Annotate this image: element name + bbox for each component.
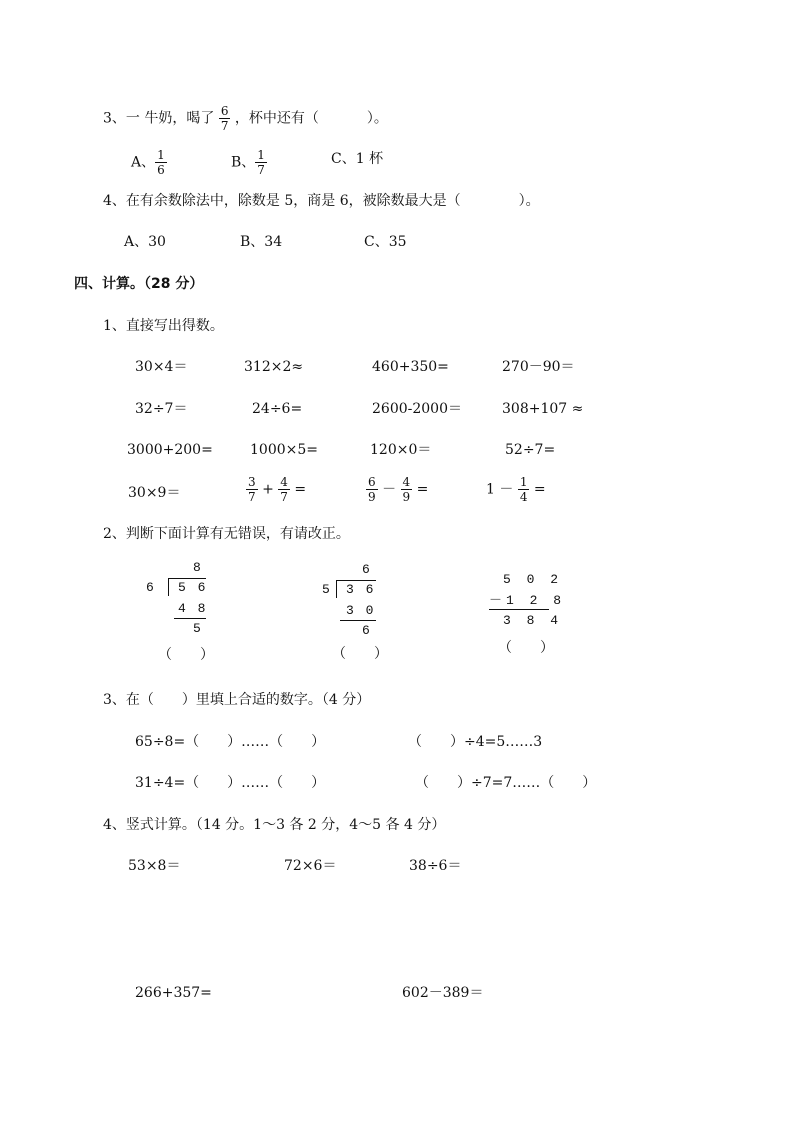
div2-divisor: 5	[322, 582, 332, 597]
calc-r4-c2: $\frac{3}{7}$ + $\frac{4}{7}$ =	[248, 475, 307, 504]
question-3-option-b: B、 $\frac{1}{7}$	[231, 148, 265, 177]
sub-result: 3 8 4	[503, 613, 563, 628]
part-2-title: 2、判断下面计算有无错误，有请改正。	[103, 526, 350, 542]
calc-r2-c3: 2600-2000＝	[372, 401, 462, 417]
vertical-calc-5: 602－389＝	[402, 985, 484, 1001]
calc-r2-c2: 24÷6=	[252, 401, 303, 417]
calc-r3-c4: 52÷7=	[505, 442, 556, 458]
calc-r4-c1: 30×9＝	[128, 485, 181, 501]
question-4-option-a: A、30	[124, 234, 166, 250]
question-3-stem	[103, 104, 388, 133]
vertical-calc-2: 72×6＝	[284, 858, 337, 874]
part-4-title: 4、竖式计算。（14 分。1～3 各 2 分，4～5 各 4 分）	[103, 817, 446, 833]
question-4-option-b: B、34	[240, 234, 283, 250]
vertical-calc-3: 38÷6＝	[409, 858, 462, 874]
vertical-calc-1: 53×8＝	[128, 858, 181, 874]
part-3-title: 3、在（ ）里填上合适的数字。（4 分）	[103, 692, 371, 708]
calc-r4-c4: 1 － $\frac{1}{4}$ =	[486, 475, 546, 504]
fill-row-2-right[interactable]: （ ）÷7=7……（ ）	[415, 775, 597, 791]
part-1-title: 1、直接写出得数。	[103, 318, 224, 334]
calc-r3-c1: 3000+200=	[127, 442, 213, 458]
div2-dividend: 3 6	[346, 582, 376, 597]
div1-underline	[174, 618, 206, 619]
question-3-option-c: C、1 杯	[331, 151, 384, 167]
calc-r3-c2: 1000×5=	[250, 442, 318, 458]
div1-remainder: 5	[193, 621, 203, 636]
div2-product: 3 0	[346, 603, 376, 618]
calc-r2-c4: 308+107 ≈	[502, 401, 584, 417]
question-3-text-b: ，杯中还有（	[234, 110, 319, 127]
question-3-text-c: ）。	[366, 110, 388, 127]
question-4-stem: 4、在有余数除法中，除数是 5，商是 6，被除数最大是（ ）。	[103, 193, 540, 209]
section-4-title: 四、计算。（28 分）	[74, 276, 204, 292]
calc-r2-c1: 32÷7＝	[135, 401, 188, 417]
div2-bracket	[336, 580, 337, 598]
fill-row-1-left[interactable]: 65÷8=（ ）……（ ）	[135, 734, 326, 750]
calc-r1-c2: 312×2≈	[244, 359, 304, 375]
question-4-option-c: C、35	[364, 234, 407, 250]
question-3-option-a: A、 $\frac{1}{6}$	[131, 148, 165, 177]
calc-r1-c1: 30×4＝	[135, 359, 188, 375]
div1-divisor: 6	[146, 580, 156, 595]
calc-r3-c3: 120×0＝	[370, 442, 432, 458]
sub-underline	[489, 609, 549, 610]
calc-r4-c3: $\frac{6}{9}$ － $\frac{4}{9}$ =	[368, 475, 429, 504]
div1-answer-paren[interactable]: （ ）	[158, 647, 214, 663]
div1-product: 4 8	[178, 601, 208, 616]
div1-bracket	[168, 578, 169, 596]
calc-r1-c4: 270－90＝	[502, 359, 575, 375]
fraction-six-sevenths: $\frac{6}{7}$	[220, 104, 229, 133]
fill-row-2-left[interactable]: 31÷4=（ ）……（ ）	[135, 775, 326, 791]
div2-underline	[340, 620, 376, 621]
sub-mid: －1 2 8	[489, 593, 566, 608]
sub-top: 5 0 2	[503, 572, 563, 587]
div1-quotient: 8	[193, 560, 203, 575]
fill-row-1-right[interactable]: （ ）÷4=5……3	[408, 734, 543, 750]
div2-quotient: 6	[362, 562, 372, 577]
question-3-text-a: 3、一 牛奶，喝了	[103, 110, 215, 127]
calc-r1-c3: 460+350=	[372, 359, 449, 375]
sub-answer-paren[interactable]: （ ）	[498, 640, 554, 656]
div1-overline	[168, 578, 206, 579]
div2-answer-paren[interactable]: （ ）	[332, 646, 388, 662]
div1-dividend: 5 6	[178, 580, 208, 595]
div2-overline	[336, 580, 376, 581]
div2-remainder: 6	[362, 623, 372, 638]
vertical-calc-4: 266+357=	[135, 985, 212, 1001]
